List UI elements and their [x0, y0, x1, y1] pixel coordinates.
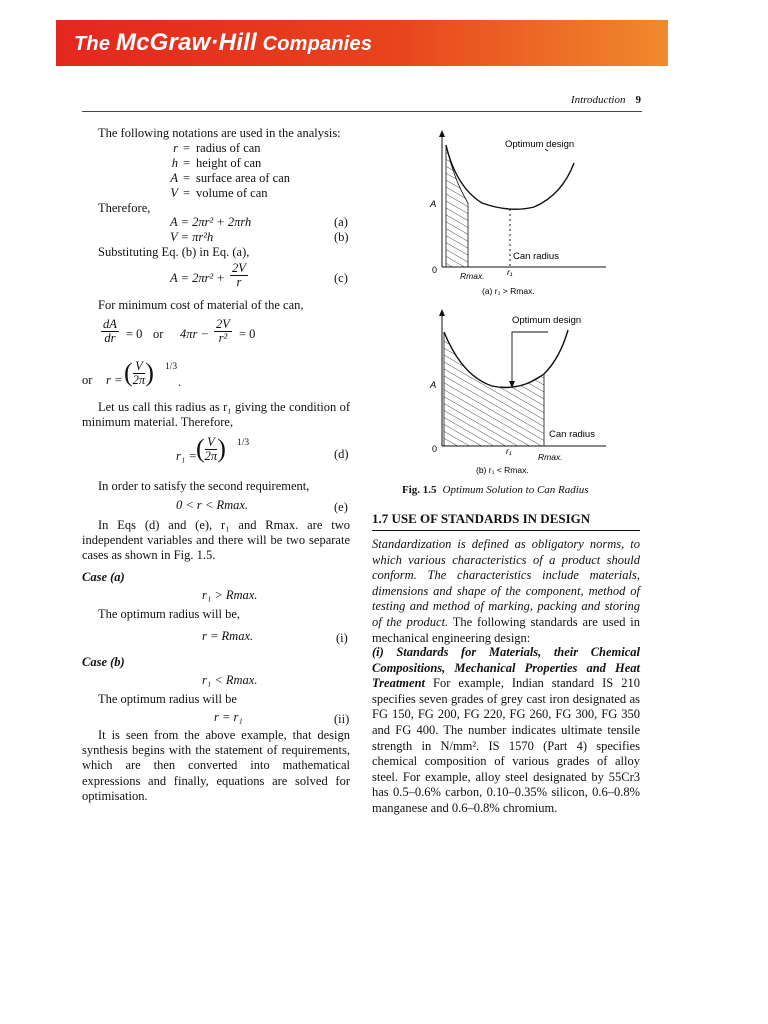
- fig-a-origin: 0: [432, 265, 438, 275]
- r-formula-group: ( $\frac{V}{2\pi}$ ): [124, 358, 154, 387]
- notation-desc-a: surface area of can: [196, 171, 291, 185]
- r1-formula-group: ( $\frac{V}{2\pi}$ ): [196, 434, 226, 463]
- notation-sym-h: h: [171, 156, 178, 170]
- fig-a-caption: (a) r₁ > Rmax.: [482, 286, 535, 296]
- minimum-cost-text: For minimum cost of material of the can,: [98, 298, 304, 312]
- case-a-optimum-text: The optimum radius will be,: [98, 607, 240, 621]
- fig-a-optimum-label: Optimum design: [505, 139, 575, 150]
- fig-b-rmax-label: Rmax.: [538, 452, 563, 462]
- fig-a-r1-label: r₁: [507, 267, 513, 277]
- equation-label-i: (i): [336, 631, 348, 645]
- derivative-fraction-2: [214, 318, 232, 345]
- hatched-region: [444, 332, 544, 446]
- equals-zero-2: = 0: [239, 327, 256, 341]
- fraction-numerator: 2V: [232, 261, 246, 275]
- publisher-banner: [56, 20, 668, 66]
- fig-a-y-label: A: [430, 199, 437, 210]
- or-text-2: or: [82, 373, 93, 387]
- fig-b-r1-label: r₁: [506, 446, 512, 456]
- equation-label-a: (a): [334, 215, 348, 229]
- fraction-numerator: V: [205, 436, 218, 450]
- header-rule: [82, 111, 642, 112]
- case-a-optimum-eq: r = Rmax.: [202, 629, 254, 643]
- equation-c-fraction: [230, 262, 248, 289]
- equals-zero: = 0: [126, 327, 143, 341]
- fraction-numerator: dA: [103, 317, 117, 331]
- case-b-optimum-text: The optimum radius will be: [98, 692, 237, 706]
- equation-a: A = 2πr² + 2πrh: [170, 215, 252, 229]
- r-equals: r =: [106, 373, 123, 387]
- equation-label-e: (e): [334, 500, 348, 514]
- notation-sym-r: r: [173, 141, 178, 155]
- page-number: 9: [635, 94, 641, 106]
- standards-materials-heading: (i) Standards for Materials, their Chemical Compositions, Mechanical Properties and Heat Treatment: [372, 645, 640, 691]
- paragraph-call-r1: Let us call this radius as r₁ giving the condition of minimum material. Therefore,: [82, 400, 350, 430]
- equation-label-b: (b): [334, 230, 349, 244]
- figure-1-5b: [410, 308, 610, 480]
- paragraph-conclusion: It is seen from the above example, that design synthesis begins with the statement of requirements, which are then converted into mathematical expressions and finally, equations are solved for optimisation.: [82, 728, 350, 803]
- fraction-denominator: r²: [218, 331, 228, 345]
- figure-number: Fig. 1.5: [402, 484, 437, 496]
- fig-b-x-label: Can radius: [549, 429, 595, 440]
- publisher-logo: The McGraw·Hill Companies: [74, 29, 373, 56]
- notation-sym-v: V: [170, 186, 178, 200]
- notation-desc-v: volume of can: [196, 186, 268, 200]
- equation-label-ii: (ii): [334, 712, 350, 726]
- exponent-one-third: 1/3: [165, 362, 178, 372]
- derivative-left: 4πr −: [180, 327, 209, 341]
- case-b-heading: Case (b): [82, 655, 125, 669]
- fraction-numerator: 2V: [216, 317, 230, 331]
- notation-eq: =: [183, 171, 191, 185]
- section-heading-1-7: 1.7 USE OF STANDARDS IN DESIGN: [372, 511, 640, 531]
- chapter-title: Introduction: [570, 94, 626, 106]
- notation-intro: The following notations are used in the analysis:: [98, 126, 341, 140]
- standards-materials-body: For example, Indian standard IS 210 specifies seven grades of grey cast iron designated as FG 150, FG 200, FG 220, FG 260, FG 300, FG 350 and FG 400. The number indicates ultimate tensile strength in N/mm². IS 1570 (Part 4) specifies chemical composition of various grades of alloy steel. For example, alloy steel designated by 55Cr3 has 0.5–0.6% carbon, 0.10–0.35% silicon, 0.6–0.8% manganese and 0.6–0.8% chromium.: [372, 676, 640, 815]
- fraction-numerator: V: [133, 360, 146, 374]
- derivative-fraction: [101, 318, 119, 345]
- notation-eq: =: [183, 186, 191, 200]
- notation-desc-h: height of can: [196, 156, 262, 170]
- fraction-denominator: 2π: [132, 372, 146, 387]
- equation-label-d: (d): [334, 447, 349, 461]
- paragraph-standards-materials: [372, 645, 640, 817]
- fig-a-x-label: Can radius: [513, 251, 559, 262]
- equation-b: V = πr²h: [170, 230, 214, 244]
- paragraph-standardization: [372, 537, 640, 646]
- case-b-condition: r₁ < Rmax.: [202, 673, 258, 687]
- fig-a-rmax-label: Rmax.: [460, 271, 485, 281]
- case-a-heading: Case (a): [82, 570, 125, 584]
- paragraph-eqs: In Eqs (d) and (e), r₁ and Rmax. are two independent variables and there will be two separate cases as shown in Fig. 1.5.: [82, 518, 350, 563]
- figure-caption: [402, 484, 589, 496]
- r1-equals: r₁ =: [176, 449, 197, 463]
- equation-c-left: A = 2πr² +: [170, 271, 225, 285]
- notation-sym-a: A: [170, 171, 178, 185]
- fig-b-origin: 0: [432, 444, 438, 454]
- fraction-denominator: 2π: [204, 448, 218, 463]
- figure-1-5a: [410, 125, 610, 305]
- case-a-condition: r₁ > Rmax.: [202, 588, 258, 602]
- exponent-one-third-2: 1/3: [237, 438, 250, 448]
- standardization-definition: Standardization is defined as obligatory norms, to which various characteristics of a product should conform. The characteristics include materials, dimensions and shape of the component, method of testing and method of marking, packing and storing of the product.: [372, 537, 640, 629]
- notation-eq: =: [183, 156, 191, 170]
- equation-label-c: (c): [334, 271, 348, 285]
- hatched-region: [446, 145, 468, 267]
- notation-eq: =: [183, 141, 191, 155]
- figure-title: Optimum Solution to Can Radius: [442, 484, 589, 496]
- fraction-denominator: r: [236, 275, 242, 289]
- period: .: [178, 375, 182, 389]
- y-axis-arrow-icon: [439, 309, 445, 316]
- y-axis-arrow-icon: [439, 130, 445, 137]
- standardization-tail: The following standards are used in mechanical engineering design:: [372, 614, 641, 645]
- fig-b-caption: (b) r₁ < Rmax.: [476, 465, 529, 475]
- notation-desc-r: radius of can: [196, 141, 261, 155]
- running-head: [571, 94, 641, 106]
- therefore-text: Therefore,: [98, 201, 151, 215]
- case-b-optimum-eq: r = r₁: [214, 710, 243, 724]
- second-requirement-text: In order to satisfy the second requirement,: [98, 479, 310, 493]
- substituting-text: Substituting Eq. (b) in Eq. (a),: [98, 245, 250, 259]
- inequality-e: 0 < r < Rmax.: [176, 498, 249, 512]
- or-text: or: [153, 327, 164, 341]
- fig-b-y-label: A: [430, 380, 437, 391]
- fig-b-optimum-label: Optimum design: [512, 315, 582, 326]
- fraction-denominator: dr: [104, 331, 116, 345]
